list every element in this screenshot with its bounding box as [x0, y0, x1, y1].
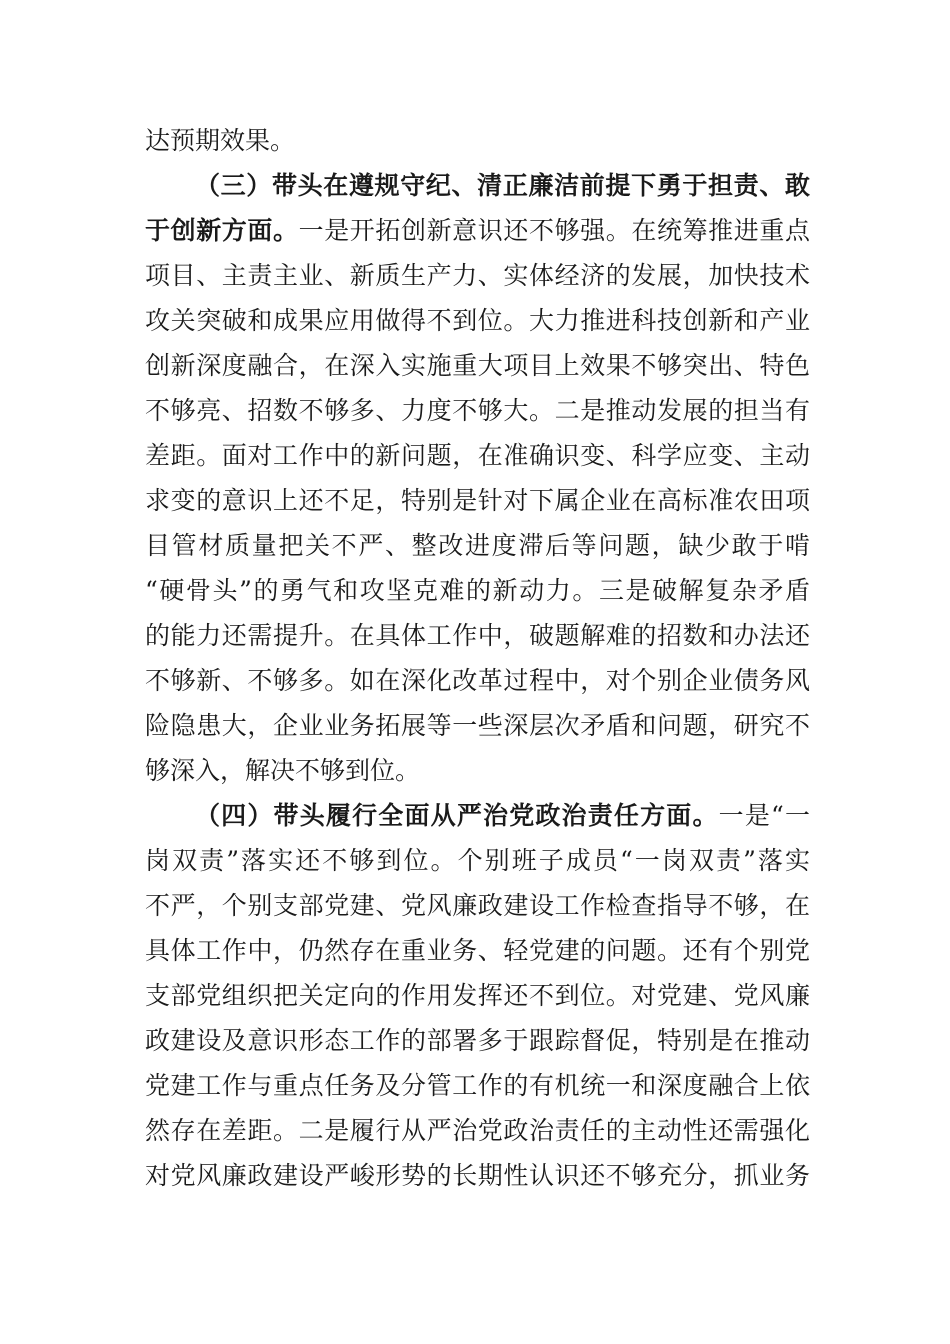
text-line: 够深入，解决不够到位。 — [145, 756, 421, 785]
text-line: 目管材质量把关不严、整改进度滞后等问题，缺少敢于啃 — [145, 531, 810, 560]
text-line: 项目、主责主业、新质生产力、实体经济的发展，加快技术 — [145, 261, 810, 290]
section-four-heading: （四）带头履行全面从严治党政治责任方面。 — [195, 801, 719, 830]
text-line: 不严，个别支部党建、党风廉政建设工作检查指导不够，在 — [145, 891, 810, 920]
section-heading-line: （四）带头履行全面从严治党政治责任方面。一是“一 — [195, 801, 810, 830]
text-line: 差距。面对工作中的新问题，在准确识变、科学应变、主动 — [145, 441, 810, 470]
text-line: 对党风廉政建设严峻形势的长期性认识还不够充分，抓业务 — [145, 1161, 810, 1190]
text-line: 不够亮、招数不够多、力度不够大。二是推动发展的担当有 — [145, 396, 810, 425]
text-line: 攻关突破和成果应用做得不到位。大力推进科技创新和产业 — [145, 306, 810, 335]
text-line: 求变的意识上还不足，特别是针对下属企业在高标准农田项 — [145, 486, 810, 515]
text-line: “硬骨头”的勇气和攻坚克难的新动力。三是破解复杂矛盾 — [145, 576, 810, 605]
section-three-heading: （三）带头在遵规守纪、清正廉洁前提下勇于担责、敢 — [195, 171, 810, 200]
text-line: 创新深度融合，在深入实施重大项目上效果不够突出、特色 — [145, 351, 810, 380]
text-line: 支部党组织把关定向的作用发挥还不到位。对党建、党风廉 — [145, 981, 810, 1010]
section-heading-line — [195, 164, 810, 208]
text-line: 岗双责”落实还不够到位。个别班子成员“一岗双责”落实 — [145, 846, 810, 875]
text-line: 政建设及意识形态工作的部署多于跟踪督促，特别是在推动 — [145, 1026, 810, 1055]
section-three-heading-end: 于创新方面。 — [145, 216, 299, 245]
text-line: 的能力还需提升。在具体工作中，破题解难的招数和办法还 — [145, 621, 810, 650]
text-line: 然存在差距。二是履行从严治党政治责任的主动性还需强化 — [145, 1116, 810, 1145]
text-line: 达预期效果。 — [145, 126, 296, 155]
text-line: 党建工作与重点任务及分管工作的有机统一和深度融合上依 — [145, 1071, 810, 1100]
text-line: 具体工作中，仍然存在重业务、轻党建的问题。还有个别党 — [145, 936, 810, 965]
text-line: 险隐患大，企业业务拓展等一些深层次矛盾和问题，研究不 — [145, 711, 810, 740]
text-line: 不够新、不够多。如在深化改革过程中，对个别企业债务风 — [145, 666, 810, 695]
text-line: 于创新方面。一是开拓创新意识还不够强。在统筹推进重点 — [145, 216, 810, 245]
